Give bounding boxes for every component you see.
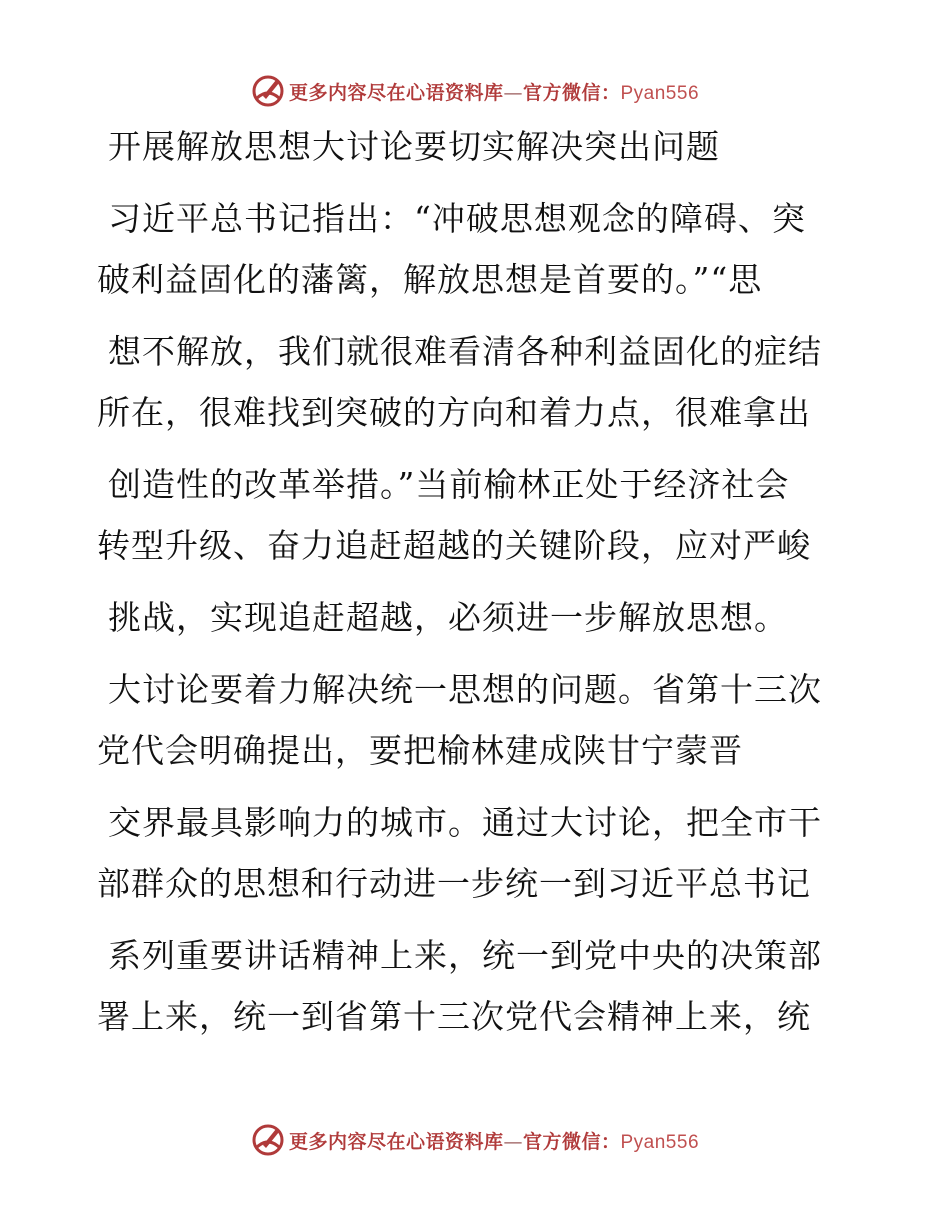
watermark-wechat-id: Pyan556 [620,82,700,104]
text-line: 习近平总书记指出：“冲破思想观念的障碍、突 [108,199,806,238]
watermark-label: 官方微信： [522,81,621,104]
book-pen-logo-icon [251,74,285,108]
book-pen-logo-icon [251,1123,285,1157]
text-line: 系列重要讲话精神上来，统一到党中央的决策部 [108,936,822,975]
text-line: 交界最具影响力的城市。通过大讨论，把全市干 [108,803,822,842]
text-line: 所在，很难找到突破的方向和着力点，很难拿出 [97,393,811,432]
text-line: 党代会明确提出，要把榆林建成陕甘宁蒙晋 [97,731,743,770]
footer-watermark [0,1120,950,1160]
text-line: 大讨论要着力解决统一思想的问题。省第十三次 [108,670,822,709]
text-line: 创造性的改革举措。”当前榆林正处于经济社会 [108,465,790,504]
header-watermark [0,71,950,111]
watermark-wechat-id: Pyan556 [620,1131,700,1153]
watermark-label: 官方微信： [522,1130,621,1153]
text-line: 破利益固化的藩篱，解放思想是首要的。”“思 [97,260,763,299]
text-line: 署上来，统一到省第十三次党代会精神上来，统 [97,997,811,1036]
text-line: 部群众的思想和行动进一步统一到习近平总书记 [97,864,811,903]
watermark-separator: — [503,81,523,104]
watermark-separator: — [503,1130,523,1153]
watermark-text: 更多内容尽在心语资料库 [288,1130,504,1153]
text-line: 想不解放，我们就很难看清各种利益固化的症结 [108,332,822,371]
text-line: 转型升级、奋力追赶超越的关键阶段，应对严峻 [97,526,811,565]
watermark-text: 更多内容尽在心语资料库 [288,81,504,104]
document-title: 开展解放思想大讨论要切实解决突出问题 [108,127,720,166]
text-line: 挑战，实现追赶超越，必须进一步解放思想。 [108,598,788,637]
